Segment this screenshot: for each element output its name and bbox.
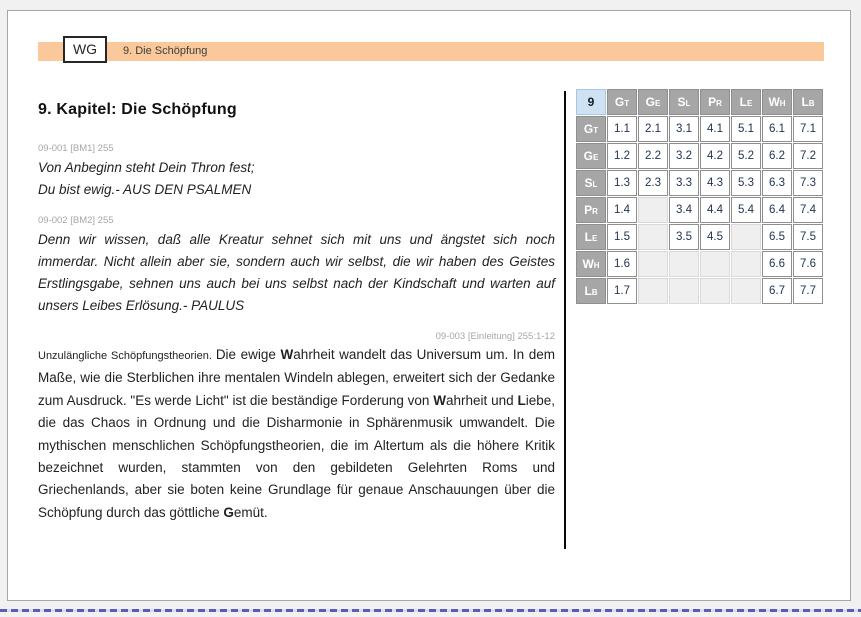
bold-letter: W — [280, 347, 294, 362]
paramony-ref-2: 09-002 [BM2] 255 — [38, 215, 114, 226]
matrix-cell-7.4[interactable]: 7.4 — [793, 197, 823, 223]
paragraph-text: Die ewige — [215, 347, 281, 362]
quote-paulus: Denn wir wissen, daß alle Kreatur sehnet sich mit uns und ängstet sich noch immerdar. Nicht allein aber sie, sondern auch wir selbst, die wir haben des Geistes Erstlingsgabe, sehnen uns auch bei uns selbst nach der Kindschaft und warten auf unsers Leibes Erlösung.- PAULUS — [38, 232, 555, 313]
matrix-cell-3.1[interactable]: 3.1 — [669, 116, 699, 142]
matrix-cell-1.7[interactable]: 1.7 — [607, 278, 637, 304]
matrix-cell-1.5[interactable]: 1.5 — [607, 224, 637, 250]
paragraph-text: emüt. — [233, 504, 268, 520]
matrix-row-header-le[interactable]: Le — [576, 224, 606, 250]
matrix-cell-3.4[interactable]: 3.4 — [669, 197, 699, 223]
matrix-cell-5.3[interactable]: 5.3 — [731, 170, 761, 196]
matrix-cell-1.1[interactable]: 1.1 — [607, 116, 637, 142]
matrix-row-header-wh[interactable]: Wh — [576, 251, 606, 277]
matrix-cell-1.6[interactable]: 1.6 — [607, 251, 637, 277]
matrix-row-header-pr[interactable]: Pr — [576, 197, 606, 223]
chapter-header-bar — [38, 42, 824, 61]
matrix-cell-6.7[interactable]: 6.7 — [762, 278, 792, 304]
body-paragraph — [38, 344, 555, 524]
matrix-cell-7.6[interactable]: 7.6 — [793, 251, 823, 277]
matrix-row — [576, 170, 823, 196]
matrix-cell-6.2[interactable]: 6.2 — [762, 143, 792, 169]
vertical-divider — [564, 91, 566, 549]
breadcrumb: 9. Die Schöpfung — [123, 45, 208, 57]
matrix-cell-6.3[interactable]: 6.3 — [762, 170, 792, 196]
matrix-row — [576, 116, 823, 142]
matrix-row — [576, 143, 823, 169]
matrix-row — [576, 197, 823, 223]
page-title: 9. Kapitel: Die Schöpfung — [38, 101, 237, 118]
quote-psalmen — [38, 157, 555, 201]
matrix-cell-4.5[interactable]: 4.5 — [700, 224, 730, 250]
matrix-row-header-sl[interactable]: Sl — [576, 170, 606, 196]
matrix-col-header-gt[interactable]: Gt — [607, 89, 637, 115]
matrix-cell-empty — [731, 278, 761, 304]
matrix-col-header-sl[interactable]: Sl — [669, 89, 699, 115]
matrix-col-header-wh[interactable]: Wh — [762, 89, 792, 115]
matrix-cell-empty — [669, 278, 699, 304]
matrix-cell-5.4[interactable]: 5.4 — [731, 197, 761, 223]
bold-letter: G — [223, 504, 234, 520]
matrix-cell-6.6[interactable]: 6.6 — [762, 251, 792, 277]
matrix-cell-empty — [731, 224, 761, 250]
wg-logo[interactable]: WG — [63, 36, 107, 63]
matrix-cell-3.5[interactable]: 3.5 — [669, 224, 699, 250]
matrix-col-header-lb[interactable]: Lb — [793, 89, 823, 115]
paragraph-lead: Unzulängliche Schöpfungstheorien. — [38, 350, 216, 362]
matrix-cell-empty — [731, 251, 761, 277]
quote-line: Von Anbeginn steht Dein Thron fest; — [38, 160, 255, 175]
matrix-cell-2.1[interactable]: 2.1 — [638, 116, 668, 142]
matrix-cell-2.3[interactable]: 2.3 — [638, 170, 668, 196]
matrix-row-header-gt[interactable]: Gt — [576, 116, 606, 142]
matrix-row — [576, 251, 823, 277]
matrix-row — [576, 278, 823, 304]
matrix-col-header-le[interactable]: Le — [731, 89, 761, 115]
matrix-cell-1.3[interactable]: 1.3 — [607, 170, 637, 196]
paragraph-text: ahrheit wandelt das Universum um. In dem Maße, wie die Sterblichen ihre mentalen Windeln ablegen, erweitert sich der Gedanke zum Ausdruck. "Es werde Licht" ist die beständige Forderung von — [38, 347, 555, 408]
matrix-cell-empty — [700, 278, 730, 304]
paramony-ref-3: 09-003 [Einleitung] 255:1-12 — [435, 331, 555, 342]
matrix-cell-empty — [638, 197, 668, 223]
matrix-cell-1.4[interactable]: 1.4 — [607, 197, 637, 223]
paragraph-text: ahrheit und — [446, 392, 518, 408]
matrix-cell-4.2[interactable]: 4.2 — [700, 143, 730, 169]
matrix-col-header-ge[interactable]: Ge — [638, 89, 668, 115]
matrix-cell-6.1[interactable]: 6.1 — [762, 116, 792, 142]
matrix-corner-chapter-number: 9 — [576, 89, 606, 115]
document-page — [7, 10, 851, 601]
matrix-cell-3.2[interactable]: 3.2 — [669, 143, 699, 169]
matrix-cell-empty — [669, 251, 699, 277]
matrix-row-header-lb[interactable]: Lb — [576, 278, 606, 304]
matrix-cell-6.4[interactable]: 6.4 — [762, 197, 792, 223]
matrix-cell-empty — [638, 224, 668, 250]
matrix-cell-7.2[interactable]: 7.2 — [793, 143, 823, 169]
matrix-row — [576, 224, 823, 250]
chapter-content — [38, 101, 555, 524]
matrix-cell-1.2[interactable]: 1.2 — [607, 143, 637, 169]
matrix-cell-5.1[interactable]: 5.1 — [731, 116, 761, 142]
matrix-cell-7.3[interactable]: 7.3 — [793, 170, 823, 196]
matrix-cell-empty — [638, 251, 668, 277]
matrix-cell-4.1[interactable]: 4.1 — [700, 116, 730, 142]
matrix-cell-2.2[interactable]: 2.2 — [638, 143, 668, 169]
matrix-cell-empty — [700, 251, 730, 277]
matrix-cell-empty — [638, 278, 668, 304]
page-break-dashed-line — [0, 609, 861, 612]
matrix-cell-5.2[interactable]: 5.2 — [731, 143, 761, 169]
paramony-table — [575, 88, 824, 305]
paramony-ref-1: 09-001 [BM1] 255 — [38, 143, 114, 154]
bold-letter: L — [517, 392, 526, 408]
matrix-cell-7.7[interactable]: 7.7 — [793, 278, 823, 304]
matrix-cell-7.1[interactable]: 7.1 — [793, 116, 823, 142]
matrix-cell-4.4[interactable]: 4.4 — [700, 197, 730, 223]
matrix-header-row — [576, 89, 823, 115]
bold-letter: W — [433, 392, 447, 408]
matrix-cell-7.5[interactable]: 7.5 — [793, 224, 823, 250]
quote-line: Du bist ewig.- AUS DEN PSALMEN — [38, 182, 252, 197]
matrix-cell-6.5[interactable]: 6.5 — [762, 224, 792, 250]
matrix-cell-4.3[interactable]: 4.3 — [700, 170, 730, 196]
matrix-cell-3.3[interactable]: 3.3 — [669, 170, 699, 196]
matrix-row-header-ge[interactable]: Ge — [576, 143, 606, 169]
paragraph-text: iebe, die das Chaos in Ordnung und die Disharmonie in Sphärenmusik umwandelt. Die mythischen menschlichen Schöpfungstheorien, die im Altertum als die höhere Kritik bezeichnet wurden, stammten von den gebildeten Gelehrten Roms und Griechenlands, aber sie boten keine Grundlage für genaue Anschauungen über die Schöpfung durch das göttliche — [38, 392, 555, 520]
matrix-col-header-pr[interactable]: Pr — [700, 89, 730, 115]
